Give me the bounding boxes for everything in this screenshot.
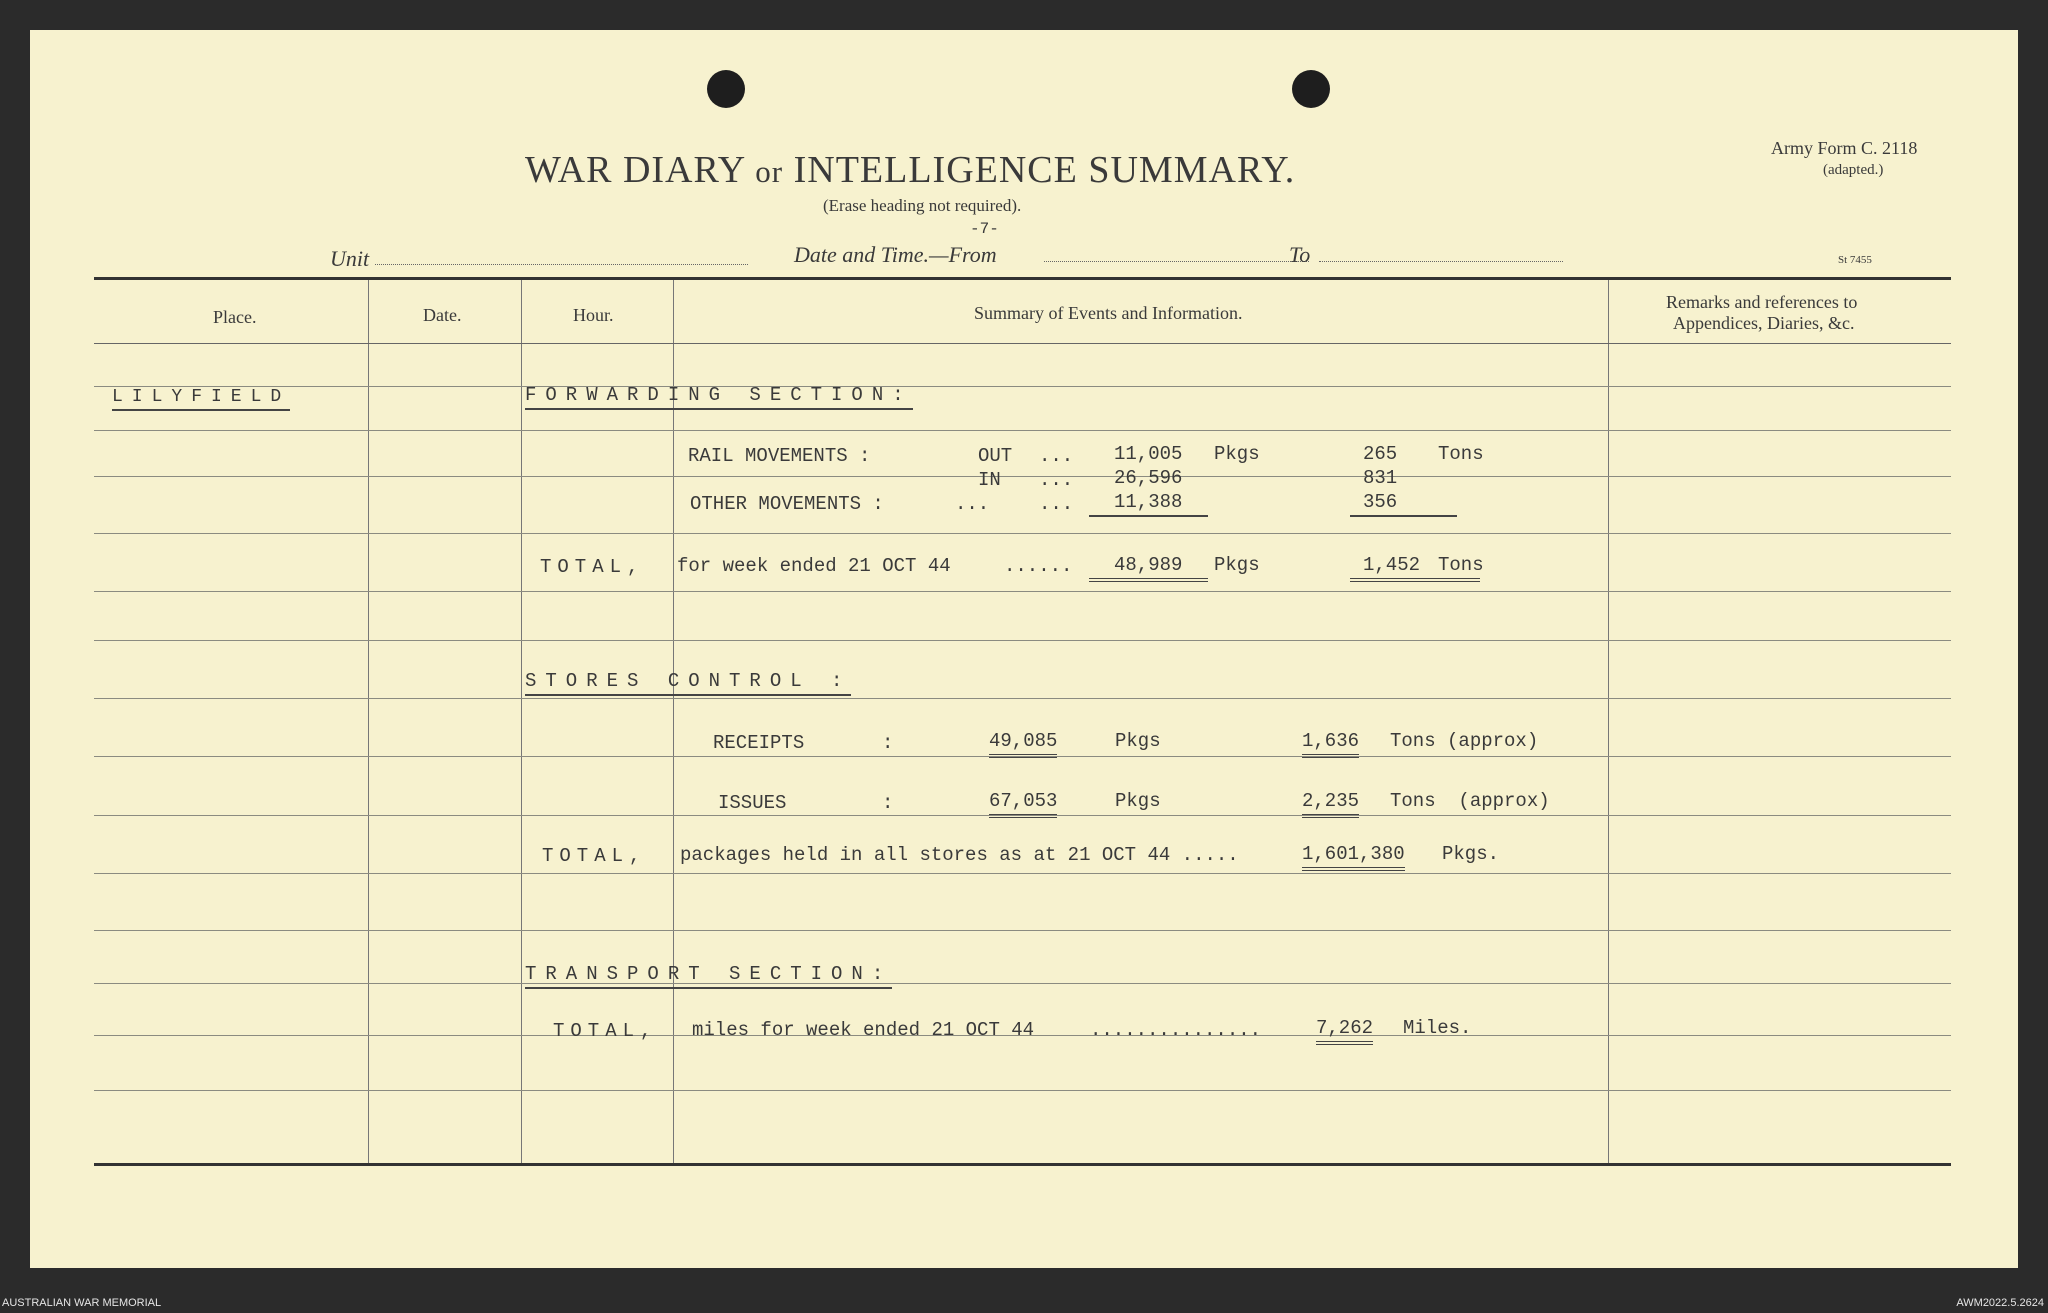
header-remarks-line1: Remarks and references to — [1666, 292, 1858, 312]
subtitle: (Erase heading not required). — [823, 196, 1022, 215]
header-place: Place. — [213, 307, 257, 327]
column-divider-place — [368, 280, 369, 1163]
transport-total-unit: Miles. — [1403, 1017, 1472, 1039]
other-pkgs: 11,388 — [1089, 491, 1208, 517]
date-time-label: Date and Time.—From — [794, 242, 997, 267]
army-form-number: Army Form C. 2118 — [1771, 138, 1918, 158]
form-title: WAR DIARY or INTELLIGENCE SUMMARY. — [525, 149, 1296, 191]
from-field-line — [1044, 261, 1309, 262]
transport-total-value: 7,262 — [1316, 1017, 1373, 1045]
tons-unit: Tons — [1438, 554, 1484, 576]
out-label: OUT — [978, 445, 1013, 467]
transport-total-label: TOTAL, — [553, 1020, 658, 1042]
to-field-line — [1319, 261, 1563, 262]
rail-movements-label: RAIL MOVEMENTS : — [688, 445, 871, 467]
row-rule — [94, 983, 1951, 984]
forwarding-total-pkgs: 48,989 — [1089, 554, 1208, 582]
transport-total-dots: ............... — [1090, 1019, 1262, 1041]
stock-number: St 7455 — [1838, 254, 1872, 266]
pkgs-unit: Pkgs — [1115, 730, 1161, 752]
ellipsis: ... — [955, 493, 990, 515]
ellipsis: ... — [1039, 493, 1074, 515]
adapted-note: (adapted.) — [1823, 162, 1884, 178]
issues-pkgs: 67,053 — [989, 790, 1057, 818]
issues-tons: 2,235 — [1302, 790, 1359, 818]
row-rule — [94, 591, 1951, 592]
issues-label: ISSUES — [718, 792, 787, 814]
header-summary: Summary of Events and Information. — [974, 303, 1243, 323]
ellipsis: ... — [1039, 445, 1074, 467]
colon: : — [882, 732, 894, 754]
row-rule — [94, 1090, 1951, 1091]
stores-total-label: TOTAL, — [542, 845, 647, 867]
issues-tons-unit: Tons (approx) — [1390, 790, 1550, 812]
row-rule — [94, 430, 1951, 431]
ellipsis: ... — [1039, 469, 1074, 491]
war-diary-form — [30, 30, 2018, 1268]
table-top-rule — [94, 277, 1951, 280]
table-bottom-rule — [94, 1163, 1951, 1166]
column-divider-summary — [1608, 280, 1609, 1163]
forwarding-total-tons: 1,452 — [1350, 554, 1480, 582]
header-hour: Hour. — [573, 305, 614, 325]
rail-in-tons: 831 — [1363, 467, 1398, 489]
stores-total-text: packages held in all stores as at 21 OCT 44 ..... — [680, 844, 1239, 866]
row-rule — [94, 640, 1951, 641]
receipts-tons: 1,636 — [1302, 730, 1359, 758]
stores-total-unit: Pkgs. — [1442, 843, 1500, 865]
stores-total-value: 1,601,380 — [1302, 843, 1405, 871]
tons-unit: Tons — [1438, 443, 1484, 465]
forwarding-section-heading: FORWARDING SECTION: — [525, 384, 913, 410]
row-rule — [94, 476, 1951, 477]
footer-accession-number: AWM2022.5.2624 — [1956, 1297, 2044, 1309]
forwarding-total-label: TOTAL, — [540, 556, 645, 578]
header-row-rule — [94, 343, 1951, 344]
other-tons: 356 — [1350, 491, 1457, 517]
rail-out-pkgs: 11,005 — [1114, 443, 1183, 465]
unit-label: Unit — [330, 246, 370, 271]
column-divider-date — [521, 280, 522, 1163]
punch-hole-left — [707, 70, 745, 108]
page-number: -7- — [970, 220, 999, 238]
receipts-label: RECEIPTS — [713, 732, 805, 754]
forwarding-total-text: for week ended 21 OCT 44 — [677, 555, 951, 577]
punch-hole-right — [1292, 70, 1330, 108]
transport-total-text: miles for week ended 21 OCT 44 — [692, 1019, 1035, 1041]
pkgs-unit: Pkgs — [1214, 554, 1260, 576]
pkgs-unit: Pkgs — [1115, 790, 1161, 812]
receipts-tons-unit: Tons (approx) — [1390, 730, 1539, 752]
other-movements-label: OTHER MOVEMENTS : — [690, 493, 884, 515]
row-rule — [94, 698, 1951, 699]
forwarding-total-dots: ...... — [1004, 555, 1073, 577]
pkgs-unit: Pkgs — [1214, 443, 1260, 465]
transport-section-heading: TRANSPORT SECTION: — [525, 963, 892, 989]
column-divider-hour — [673, 280, 674, 1163]
header-remarks-line2: Appendices, Diaries, &c. — [1673, 313, 1855, 333]
receipts-pkgs: 49,085 — [989, 730, 1057, 758]
row-rule — [94, 386, 1951, 387]
to-label: To — [1289, 242, 1311, 267]
rail-out-tons: 265 — [1363, 443, 1398, 465]
stores-control-heading: STORES CONTROL : — [525, 670, 851, 696]
row-rule — [94, 533, 1951, 534]
row-rule — [94, 873, 1951, 874]
colon: : — [882, 792, 894, 814]
in-label: IN — [978, 469, 1001, 491]
rail-in-pkgs: 26,596 — [1114, 467, 1183, 489]
footer-credit: AUSTRALIAN WAR MEMORIAL — [2, 1297, 162, 1309]
place-entry: LILYFIELD — [112, 387, 290, 411]
unit-field-line — [375, 264, 748, 265]
row-rule — [94, 930, 1951, 931]
header-date: Date. — [423, 305, 462, 325]
